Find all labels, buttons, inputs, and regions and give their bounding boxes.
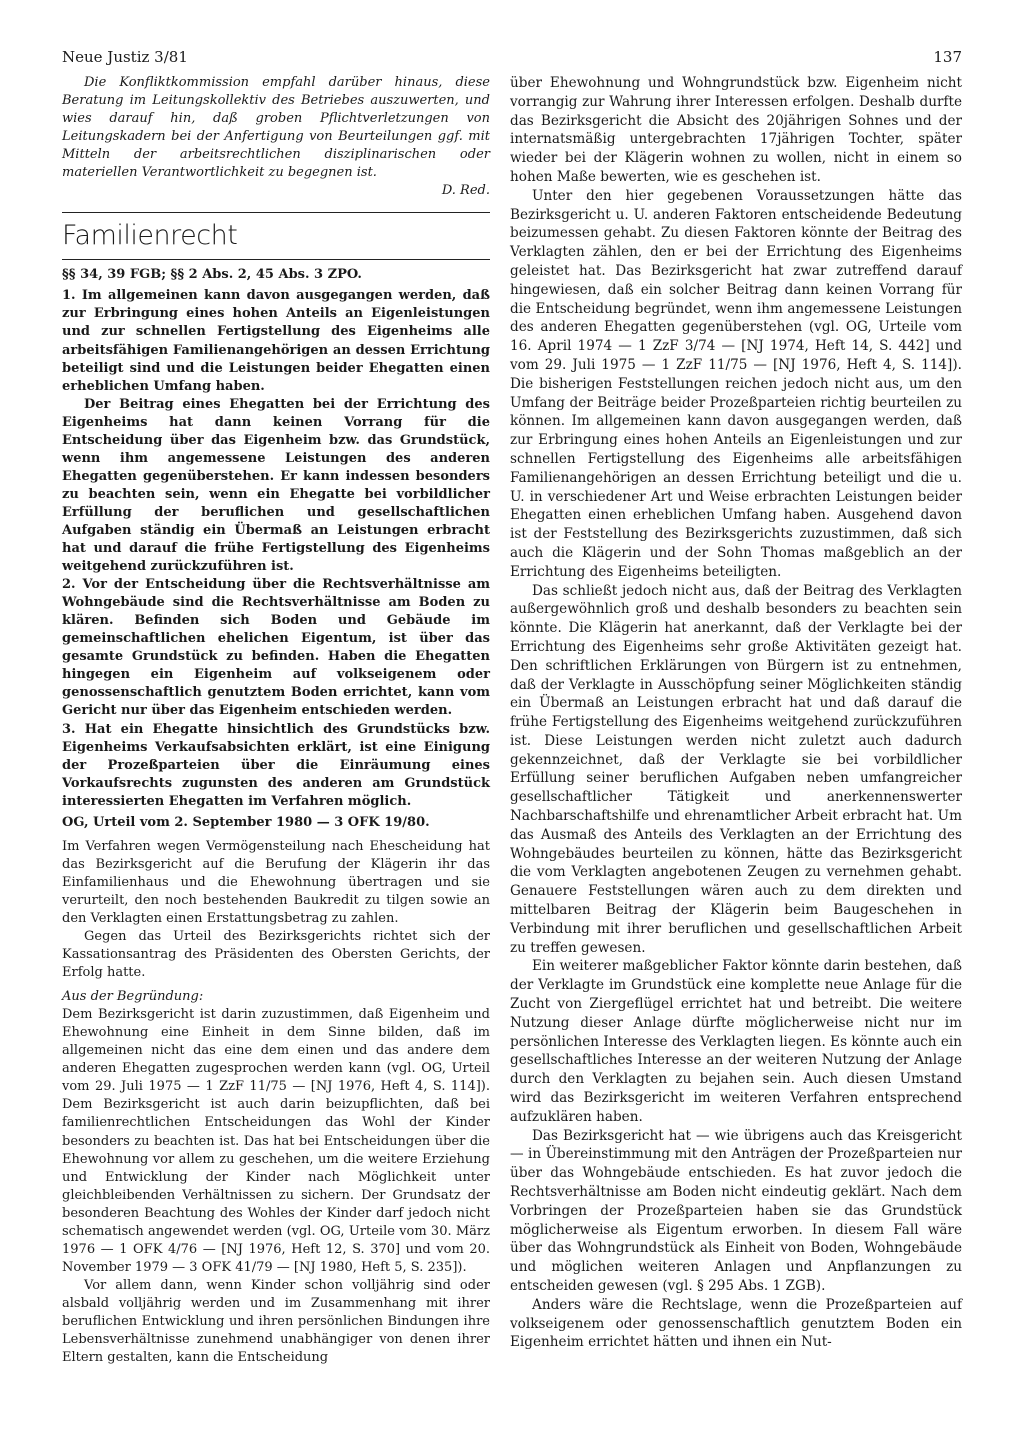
section-rule-top: [62, 212, 490, 213]
left-column: [62, 74, 490, 1367]
body-paragraph-4: Ein weiterer maßgeblicher Faktor könnte darin bestehen, daß der Verklagte im Grundstück eine komplette neue Anlage für die Zucht von Ziergeflügel errichtet hat und betreibt. Die weitere Nutzung dieser Anlage dürfte möglicherweise nicht nur im persönlichen Interesse des Verklagten liegen. Es könnte auch ein gesellschaftliches Interesse an der weiteren Nutzung der Anlage durch den Verklagten zu bejahen sein. Auch diesen Umstand wird das Bezirksgericht im weiteren Verfahren entsprechend aufzuklären haben.: [510, 958, 962, 1125]
journal-issue: Neue Justiz 3/81: [62, 48, 188, 66]
body-paragraph-5: Das Bezirksgericht hat — wie übrigens auch das Kreisgericht — in Übereinstimmung mit den Anträgen der Prozeßparteien nur über das Wohngebäude entschieden. Es hat zuvor jedoch die Rechtsverhältnisse am Boden nicht eindeutig geklärt. Nach dem Vorbringen der Prozeßparteien haben sie das Grundstück möglicherweise als Eigentum erworben. In diesem Fall wäre über das Wohngrundstück als Einheit von Boden, Wohngebäude und möglichen weiteren Anlagen und Anpflanzungen zu entscheiden gewesen (vgl. § 295 Abs. 1 ZGB).: [510, 1127, 962, 1294]
facts-paragraph-1: Im Verfahren wegen Vermögensteilung nach Ehescheidung hat das Bezirksgericht auf die Berufung der Klägerin ihr das Einfamilienhaus und die Ehewohnung übertragen und sie verurteilt, den noch bestehenden Baukredit zu tilgen sowie an den Verklagten einen Erstattungsbetrag zu zahlen.: [62, 838, 490, 926]
reasons-paragraph-2: Vor allem dann, wenn Kinder schon volljährig sind oder alsbald volljährig werden und im Zusammenhang mit ihrer beruflichen Entwicklung und ihren persönlichen Bindungen ihre Lebensverhältnisse zunehmend unabhängiger von denen ihrer Eltern gestalten, kann die Entscheidung: [62, 1277, 490, 1366]
body-paragraph-2: Unter den hier gegebenen Voraussetzungen hätte das Bezirksgericht u. U. anderen Faktoren entscheidende Bedeutung beizumessen gehabt. Zu diesen Faktoren könnte der Beitrag des Verklagten zählen, den er bei der Errichtung des Eigenheims geleistet hat. Das Bezirksgericht hat zwar zutreffend darauf hingewiesen, daß ein solcher Beitrag dann keinen Vorrang für die Entscheidung begründet, wenn ihm angemessene Leistungen des anderen Ehegatten gegenüberstehen (vgl. OG, Urteile vom 16. April 1974 — 1 ZzF 3/74 — [NJ 1974, Heft 14, S. 442] und vom 29. Juli 1975 — 1 ZzF 11/75 — [NJ 1976, Heft 4, S. 114]). Die bisherigen Feststellungen reichen jedoch nicht aus, um den Umfang der Beiträge beider Prozeßparteien richtig beurteilen zu können. Im allgemeinen kann davon ausgegangen werden, daß zur Erbringung eines hohen Anteils an Eigenleistungen und zur schnellen Fertigstellung des Eigenheims alle arbeitsfähigen Familienangehörigen an dessen Errichtung beteiligt und die u. U. in verschiedener Art und Weise erbrachten Leistungen beider Ehegatten einen erheblichen Umfang haben. Ausgehend davon ist der Feststellung des Bezirksgerichts zuzustimmen, daß sich auch die Klägerin und der Sohn Thomas maßgeblich an der Errichtung des Eigenheims beteiligten.: [510, 187, 962, 580]
editorial-note: Die Konfliktkommission empfahl darüber hinaus, diese Beratung im Leitungskollektiv des Betriebes auszuwerten, und wies darauf hin, daß groben Pflichtverletzungen von Leitungskadern bei der Anfertigung von Beurteilungen ggf. mit Mitteln der arbeitsrechtlichen disziplinarischen oder materiellen Verantwortlichkeit zu begegnen ist.: [62, 75, 490, 181]
reasons-paragraph-1: Dem Bezirksgericht ist darin zuzustimmen, daß Eigenheim und Ehewohnung eine Einheit in dem Sinne bilden, daß im allgemeinen nicht das eine dem einen und das andere dem anderen Ehegatten zugesprochen werden kann (vgl. OG, Urteil vom 29. Juli 1975 — 1 ZzF 11/75 — [NJ 1976, Heft 4, S. 114]). Dem Bezirksgericht ist auch darin beizupflichten, daß bei familienrechtlichen Entscheidungen das Wohl der Kinder besonders zu beachten ist. Das hat bei Entscheidungen über die Ehewohnung vor allem zu geschehen, um die weitere Erziehung und Entwicklung der Kinder nach Möglichkeit unter gleichbleibenden Verhältnissen zu sichern. Der Grundsatz der besonderen Beachtung des Wohles der Kinder darf jedoch nicht schematisch angewendet werden (vgl. OG, Urteile vom 30. März 1976 — 1 OFK 4/76 — [NJ 1976, Heft 12, S. 370] und vom 20. November 1979 — 3 OFK 41/79 — [NJ 1980, Heft 5, S. 235]).: [62, 1007, 490, 1275]
statute-citation: §§ 34, 39 FGB; §§ 2 Abs. 2, 45 Abs. 3 ZPO.: [62, 267, 362, 283]
page-number: 137: [933, 48, 962, 66]
facts-paragraph-2: Gegen das Urteil des Bezirksgerichts richtet sich der Kassationsantrag des Präsidenten des Obersten Gerichts, der Erfolg hatte.: [62, 929, 490, 981]
guideline-1b: Der Beitrag eines Ehegatten bei der Errichtung des Eigenheims hat dann keinen Vorrang für die Entscheidung über das Eigenheim bzw. das Grundstück, wenn ihm angemessene Leistungen des anderen Ehegatten gegenüberstehen. Er kann indessen besonders zu beachten sein, wenn ein Ehegatte bei vorbildlicher Erfüllung der beruflichen und gesellschaftlichen Aufgaben ständig ein Übermaß an Leistungen erbracht hat und darauf die frühe Fertigstellung des Eigenheims weitgehend zurückzuführen ist.: [62, 396, 490, 575]
editor-signature: D. Red.: [441, 183, 490, 199]
guideline-1: 1. Im allgemeinen kann davon ausgegangen werden, daß zur Erbringung eines hohen Anteils an Eigenleistungen und zur schnellen Fertigstellung des Eigenheims alle arbeitsfähigen Familienangehörigen an dessen Errichtung beteiligt sind und die Leistungen beider Ehegatten einen erheblichen Umfang haben.: [62, 288, 490, 394]
section-title: Familienrecht: [62, 220, 238, 252]
reasons-heading: Aus der Begründung:: [62, 989, 204, 1005]
page-header: [62, 48, 962, 70]
guideline-2: 2. Vor der Entscheidung über die Rechtsverhältnisse am Wohngebäude sind die Rechtsverhältnisse am Boden zu klären. Befinden sich Boden und Gebäude im gemeinschaftlichen ehelichen Eigentum, ist über das gesamte Grundstück zu befinden. Haben die Ehegatten hingegen ein Eigenheim auf volkseigenem oder genossenschaftlich genutztem Boden errichtet, kann vom Gericht nur über das Eigenheim entschieden werden.: [62, 577, 490, 719]
body-paragraph-6: Anders wäre die Rechtslage, wenn die Prozeßparteien auf volkseigenem oder genossenschaftlich genutztem Boden ein Eigenheim errichtet hätten und ihnen ein Nut-: [510, 1296, 962, 1351]
judgment-reference: OG, Urteil vom 2. September 1980 — 3 OFK 19/80.: [62, 814, 430, 830]
right-column: [510, 74, 962, 1352]
body-paragraph-3: Das schließt jedoch nicht aus, daß der Beitrag des Verklagten außergewöhnlich groß und deshalb besonders zu beachten sein könnte. Die Klägerin hat anerkannt, daß der Verklagte bei der Errichtung des Eigenheims sehr große Aktivitäten gezeigt hat. Den schriftlichen Erklärungen von Bürgern ist zu entnehmen, daß der Verklagte in Ausschöpfung seiner Möglichkeiten ständig ein Übermaß an Leistungen erbracht hat und daß darauf die frühe Fertigstellung des Eigenheims weitgehend zurückzuführen ist. Diese Leistungen werden nicht zuletzt auch dadurch gekennzeichnet, daß der Verklagte sie bei vorbildlicher Erfüllung seiner beruflichen Aufgaben neben umfangreicher gesellschaftlicher Tätigkeit und anerkennenswerter Nachbarschaftshilfe und ehrenamtlicher Arbeit erbracht hat. Um das Ausmaß des Anteils des Verklagten an der Errichtung des Wohngebäudes beurteilen zu können, hätte das Bezirksgericht die vom Verklagten angebotenen Zeugen zu vernehmen gehabt. Genauere Feststellungen wären auch zu dem direkten und mittelbaren Beitrag der Klägerin beim Baugeschehen in Verbindung mit ihrer beruflichen und gesellschaftlichen Arbeit zu treffen gewesen.: [510, 582, 962, 956]
body-paragraph-1: über Ehewohnung und Wohngrundstück bzw. Eigenheim nicht vorrangig zur Wahrung ihrer Interessen erfolgen. Deshalb durfte das Bezirksgericht die Absicht des 20jährigen Sohnes und der internatsmäßig untergebrachten 17jährigen Tochter, später wieder bei der Klägerin wohnen zu wollen, nicht in einem so hohen Maße bewerten, wie es geschehen ist.: [510, 75, 962, 185]
guideline-3: 3. Hat ein Ehegatte hinsichtlich des Grundstücks bzw. Eigenheims Verkaufsabsichten erklärt, ist eine Einigung der Prozeßparteien über die Einräumung eines Vorkaufsrechts zugunsten des anderen am Grundstück interessierten Ehegatten im Verfahren möglich.: [62, 721, 490, 809]
